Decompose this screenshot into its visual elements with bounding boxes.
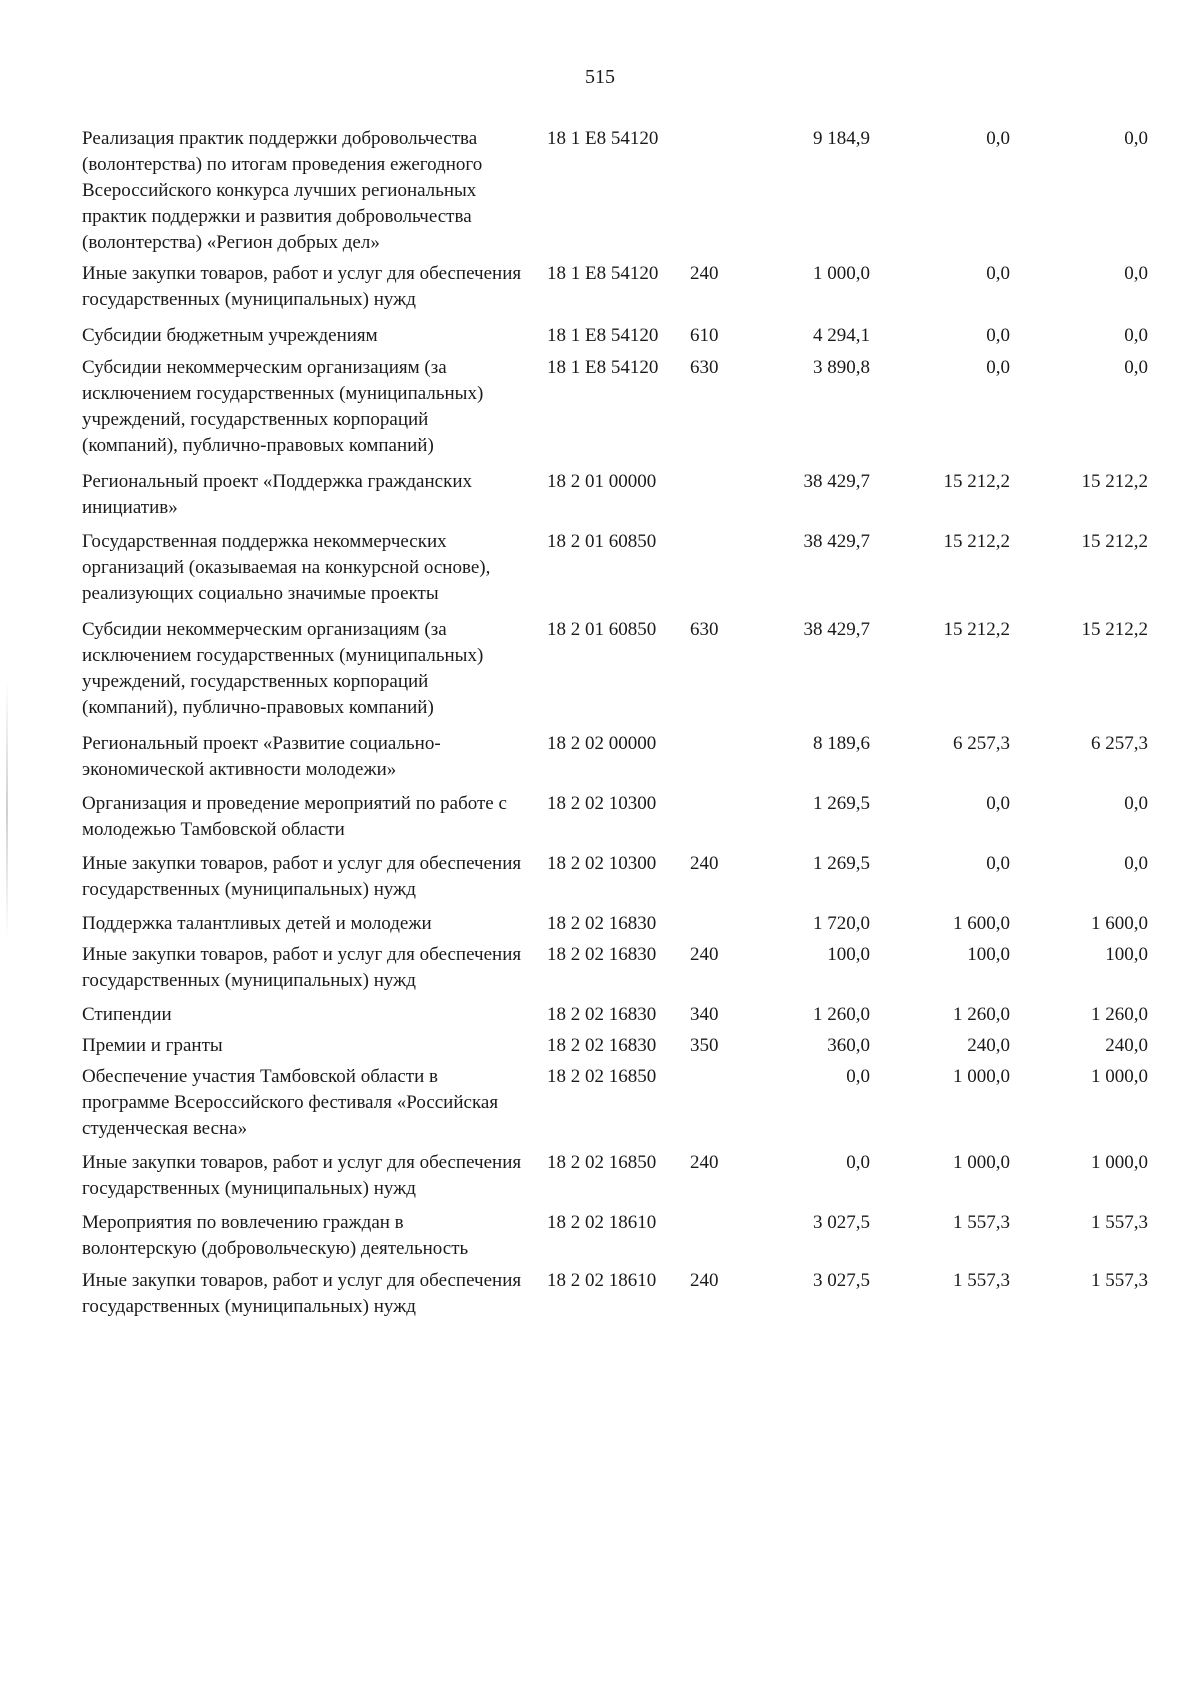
row-amount-year-2: 1 557,3	[953, 1212, 1010, 1233]
table-row	[0, 851, 1200, 903]
row-name: Премии и гранты	[82, 1035, 223, 1056]
row-amount-year-1: 3 027,5	[813, 1212, 870, 1233]
table-row	[0, 529, 1200, 607]
row-amount-year-2: 1 260,0	[953, 1004, 1010, 1025]
row-name: Иные закупки товаров, работ и услуг для обеспечения государственных (муниципальных) нужд	[82, 1152, 522, 1199]
table-row	[0, 1064, 1200, 1142]
row-amount-year-1: 38 429,7	[803, 471, 870, 492]
table-row	[0, 261, 1200, 313]
row-code: 18 2 02 00000	[547, 733, 657, 754]
row-amount-year-2: 0,0	[986, 793, 1010, 814]
row-expense-type: 630	[690, 357, 719, 378]
table-row	[0, 791, 1200, 843]
row-amount-year-1: 0,0	[846, 1066, 870, 1087]
row-code: 18 2 02 16830	[547, 944, 657, 965]
table-row	[0, 1210, 1200, 1262]
row-amount-year-2: 0,0	[986, 853, 1010, 874]
row-name: Реализация практик поддержки добровольчества (волонтерства) по итогам проведения ежегодного Всероссийского конкурса лучших региональных практик поддержки и развития добровольчества (волонтерства) «Регион добрых дел»	[82, 128, 483, 253]
row-code: 18 1 E8 54120	[547, 325, 659, 346]
row-name: Иные закупки товаров, работ и услуг для обеспечения государственных (муниципальных) нужд	[82, 263, 522, 310]
row-code: 18 2 02 10300	[547, 853, 657, 874]
row-name: Обеспечение участия Тамбовской области в программе Всероссийского фестиваля «Российская студенческая весна»	[82, 1066, 499, 1139]
row-code: 18 1 E8 54120	[547, 263, 659, 284]
table-row	[0, 731, 1200, 783]
row-name: Государственная поддержка некоммерческих организаций (оказываемая на конкурсной основе), реализующих социально значимые проекты	[82, 531, 491, 604]
row-amount-year-1: 100,0	[827, 944, 870, 965]
row-expense-type: 240	[690, 853, 719, 874]
row-name: Региональный проект «Развитие социально-экономической активности молодежи»	[82, 733, 441, 780]
row-amount-year-2: 1 000,0	[953, 1066, 1010, 1087]
row-amount-year-3: 1 557,3	[1091, 1212, 1148, 1233]
row-amount-year-2: 15 212,2	[943, 531, 1010, 552]
row-amount-year-3: 1 000,0	[1091, 1066, 1148, 1087]
row-amount-year-1: 4 294,1	[813, 325, 870, 346]
row-code: 18 2 01 00000	[547, 471, 657, 492]
row-amount-year-1: 9 184,9	[813, 128, 870, 149]
table-row	[0, 617, 1200, 721]
row-amount-year-1: 0,0	[846, 1152, 870, 1173]
row-code: 18 2 02 16830	[547, 913, 657, 934]
row-name: Субсидии некоммерческим организациям (за исключением государственных (муниципальных) учреждений, государственных корпораций (компаний), публично-правовых компаний)	[82, 357, 484, 456]
row-expense-type: 340	[690, 1004, 719, 1025]
row-amount-year-1: 3 890,8	[813, 357, 870, 378]
budget-table	[0, 126, 1200, 1320]
row-amount-year-3: 15 212,2	[1081, 471, 1148, 492]
row-amount-year-2: 240,0	[967, 1035, 1010, 1056]
row-name: Региональный проект «Поддержка гражданских инициатив»	[82, 471, 472, 518]
row-amount-year-2: 100,0	[967, 944, 1010, 965]
row-code: 18 2 02 16850	[547, 1066, 657, 1087]
row-amount-year-3: 0,0	[1124, 357, 1148, 378]
row-name: Иные закупки товаров, работ и услуг для обеспечения государственных (муниципальных) нужд	[82, 853, 522, 900]
row-amount-year-1: 1 260,0	[813, 1004, 870, 1025]
row-code: 18 1 E8 54120	[547, 357, 659, 378]
row-amount-year-3: 1 600,0	[1091, 913, 1148, 934]
row-code: 18 2 02 16850	[547, 1152, 657, 1173]
row-amount-year-1: 38 429,7	[803, 531, 870, 552]
row-expense-type: 240	[690, 944, 719, 965]
table-row	[0, 126, 1200, 256]
row-name: Организация и проведение мероприятий по работе с молодежью Тамбовской области	[82, 793, 507, 840]
row-name: Иные закупки товаров, работ и услуг для обеспечения государственных (муниципальных) нужд	[82, 944, 522, 991]
row-amount-year-2: 0,0	[986, 128, 1010, 149]
row-expense-type: 610	[690, 325, 719, 346]
row-amount-year-3: 0,0	[1124, 325, 1148, 346]
row-amount-year-3: 15 212,2	[1081, 619, 1148, 640]
row-amount-year-1: 1 269,5	[813, 793, 870, 814]
row-amount-year-3: 0,0	[1124, 128, 1148, 149]
row-code: 18 2 01 60850	[547, 531, 657, 552]
row-amount-year-2: 1 557,3	[953, 1270, 1010, 1291]
row-name: Иные закупки товаров, работ и услуг для обеспечения государственных (муниципальных) нужд	[82, 1270, 522, 1317]
row-code: 18 2 02 16830	[547, 1004, 657, 1025]
page-number: 515	[585, 66, 615, 88]
row-amount-year-1: 1 000,0	[813, 263, 870, 284]
row-code: 18 2 01 60850	[547, 619, 657, 640]
row-amount-year-1: 8 189,6	[813, 733, 870, 754]
table-row	[0, 911, 1200, 937]
row-amount-year-3: 1 557,3	[1091, 1270, 1148, 1291]
row-amount-year-2: 0,0	[986, 357, 1010, 378]
table-row	[0, 1150, 1200, 1202]
row-code: 18 2 02 18610	[547, 1270, 657, 1291]
row-amount-year-3: 1 260,0	[1091, 1004, 1148, 1025]
row-amount-year-2: 6 257,3	[953, 733, 1010, 754]
row-amount-year-1: 1 720,0	[813, 913, 870, 934]
row-amount-year-3: 6 257,3	[1091, 733, 1148, 754]
row-code: 18 2 02 16830	[547, 1035, 657, 1056]
row-amount-year-1: 38 429,7	[803, 619, 870, 640]
row-name: Стипендии	[82, 1004, 172, 1025]
row-amount-year-3: 0,0	[1124, 263, 1148, 284]
row-amount-year-1: 1 269,5	[813, 853, 870, 874]
table-row	[0, 1002, 1200, 1028]
row-amount-year-3: 0,0	[1124, 793, 1148, 814]
row-name: Поддержка талантливых детей и молодежи	[82, 913, 432, 934]
table-row	[0, 942, 1200, 994]
row-code: 18 2 02 10300	[547, 793, 657, 814]
row-expense-type: 350	[690, 1035, 719, 1056]
table-row	[0, 469, 1200, 521]
row-code: 18 1 E8 54120	[547, 128, 659, 149]
table-row	[0, 1033, 1200, 1059]
row-amount-year-2: 0,0	[986, 263, 1010, 284]
row-amount-year-2: 0,0	[986, 325, 1010, 346]
row-amount-year-1: 3 027,5	[813, 1270, 870, 1291]
row-expense-type: 240	[690, 1152, 719, 1173]
row-expense-type: 240	[690, 1270, 719, 1291]
row-expense-type: 240	[690, 263, 719, 284]
row-amount-year-3: 15 212,2	[1081, 531, 1148, 552]
row-amount-year-2: 15 212,2	[943, 471, 1010, 492]
row-name: Субсидии бюджетным учреждениям	[82, 325, 378, 346]
table-row	[0, 355, 1200, 459]
row-amount-year-3: 1 000,0	[1091, 1152, 1148, 1173]
row-amount-year-1: 360,0	[827, 1035, 870, 1056]
row-expense-type: 630	[690, 619, 719, 640]
row-amount-year-3: 0,0	[1124, 853, 1148, 874]
row-amount-year-2: 1 000,0	[953, 1152, 1010, 1173]
row-name: Субсидии некоммерческим организациям (за исключением государственных (муниципальных) учреждений, государственных корпораций (компаний), публично-правовых компаний)	[82, 619, 484, 718]
table-row	[0, 1268, 1200, 1320]
row-amount-year-3: 240,0	[1105, 1035, 1148, 1056]
row-amount-year-3: 100,0	[1105, 944, 1148, 965]
row-amount-year-2: 15 212,2	[943, 619, 1010, 640]
table-row	[0, 323, 1200, 349]
row-amount-year-2: 1 600,0	[953, 913, 1010, 934]
row-name: Мероприятия по вовлечению граждан в волонтерскую (добровольческую) деятельность	[82, 1212, 469, 1259]
row-code: 18 2 02 18610	[547, 1212, 657, 1233]
